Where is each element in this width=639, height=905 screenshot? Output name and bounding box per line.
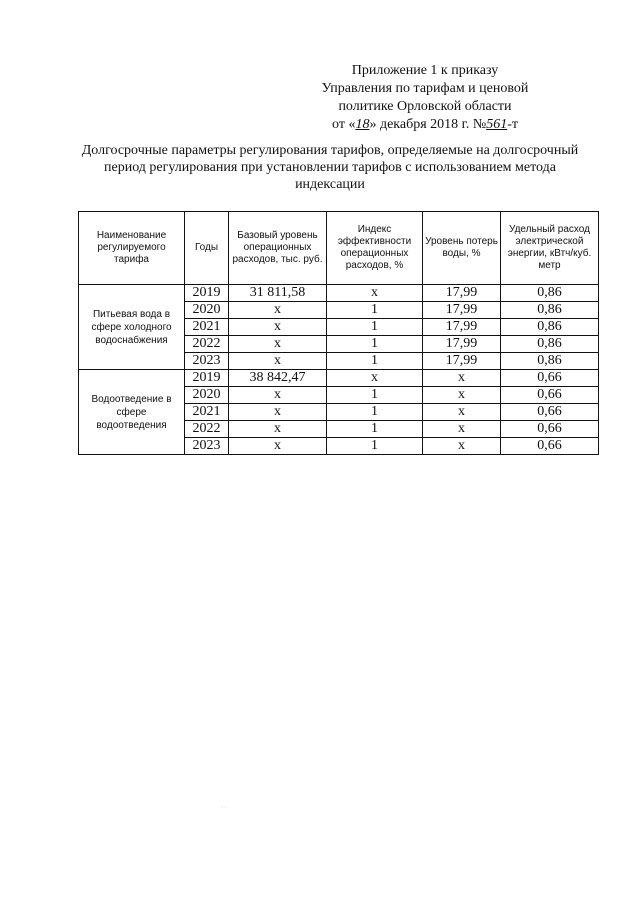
order-reference: [295, 116, 555, 134]
energy-consumption-cell: 0,66: [501, 404, 599, 421]
table-row: [79, 285, 599, 302]
header-efficiency-index: Индекс эффективности операционных расходов, %: [327, 212, 423, 285]
energy-consumption-cell: 0,66: [501, 421, 599, 438]
efficiency-index-cell: х: [327, 370, 423, 387]
energy-consumption-cell: 0,66: [501, 438, 599, 455]
energy-consumption-cell: 0,86: [501, 319, 599, 336]
year-cell: 2022: [185, 421, 229, 438]
year-cell: 2021: [185, 404, 229, 421]
efficiency-index-cell: 1: [327, 421, 423, 438]
efficiency-index-cell: 1: [327, 387, 423, 404]
document-title: [62, 142, 598, 193]
header-energy-consumption: Удельный расход электрической энергии, кВтч/куб. метр: [501, 212, 599, 285]
base-opex-cell: 38 842,47: [229, 370, 327, 387]
appendix-line-2: Управления по тарифам и ценовой: [321, 81, 529, 96]
efficiency-index-cell: 1: [327, 302, 423, 319]
energy-consumption-cell: 0,86: [501, 336, 599, 353]
order-middle: » декабря 2018 г. №: [369, 117, 487, 132]
header-tariff-name: Наименование регулируемого тарифа: [79, 212, 185, 285]
title-line-1: Долгосрочные параметры регулирования тарифов, определяемые на долгосрочный: [81, 143, 579, 158]
appendix-line-3: политике Орловской области: [338, 99, 512, 114]
year-cell: 2021: [185, 319, 229, 336]
year-cell: 2019: [185, 370, 229, 387]
header-base-opex: Базовый уровень операционных расходов, тыс. руб.: [229, 212, 327, 285]
base-opex-cell: х: [229, 404, 327, 421]
water-loss-cell: х: [423, 404, 501, 421]
appendix-header: [295, 62, 555, 134]
base-opex-cell: х: [229, 421, 327, 438]
year-cell: 2020: [185, 302, 229, 319]
appendix-line-1: Приложение 1 к приказу: [351, 63, 499, 78]
water-loss-cell: 17,99: [423, 336, 501, 353]
base-opex-cell: 31 811,58: [229, 285, 327, 302]
header-water-loss: Уровень потерь воды, %: [423, 212, 501, 285]
energy-consumption-cell: 0,86: [501, 302, 599, 319]
energy-consumption-cell: 0,86: [501, 353, 599, 370]
water-loss-cell: 17,99: [423, 302, 501, 319]
water-loss-cell: х: [423, 370, 501, 387]
group-name-cold-water: Питьевая вода в сфере холодного водоснабжения: [79, 285, 185, 370]
table-row: [79, 370, 599, 387]
energy-consumption-cell: 0,66: [501, 387, 599, 404]
efficiency-index-cell: 1: [327, 336, 423, 353]
energy-consumption-cell: 0,86: [501, 285, 599, 302]
water-loss-cell: х: [423, 387, 501, 404]
efficiency-index-cell: х: [327, 285, 423, 302]
base-opex-cell: х: [229, 387, 327, 404]
base-opex-cell: х: [229, 336, 327, 353]
scan-speck: · ·: [221, 805, 227, 811]
order-prefix: от «: [332, 117, 356, 132]
efficiency-index-cell: 1: [327, 319, 423, 336]
table-header-row: [79, 212, 599, 285]
year-cell: 2023: [185, 438, 229, 455]
water-loss-cell: 17,99: [423, 285, 501, 302]
efficiency-index-cell: 1: [327, 438, 423, 455]
title-line-2: период регулирования при установлении тарифов с использованием метода: [104, 160, 556, 175]
efficiency-index-cell: 1: [327, 404, 423, 421]
year-cell: 2019: [185, 285, 229, 302]
order-suffix: -т: [507, 117, 518, 132]
base-opex-cell: х: [229, 353, 327, 370]
order-day: 18: [355, 117, 370, 132]
header-years: Годы: [185, 212, 229, 285]
order-number: 561: [486, 117, 508, 132]
water-loss-cell: х: [423, 438, 501, 455]
base-opex-cell: х: [229, 302, 327, 319]
title-line-3: индексации: [295, 177, 365, 192]
year-cell: 2020: [185, 387, 229, 404]
efficiency-index-cell: 1: [327, 353, 423, 370]
base-opex-cell: х: [229, 319, 327, 336]
year-cell: 2022: [185, 336, 229, 353]
group-name-wastewater: Водоотведение в сфере водоотведения: [79, 370, 185, 455]
energy-consumption-cell: 0,66: [501, 370, 599, 387]
base-opex-cell: х: [229, 438, 327, 455]
parameters-table: [78, 211, 599, 455]
water-loss-cell: 17,99: [423, 319, 501, 336]
year-cell: 2023: [185, 353, 229, 370]
water-loss-cell: х: [423, 421, 501, 438]
water-loss-cell: 17,99: [423, 353, 501, 370]
